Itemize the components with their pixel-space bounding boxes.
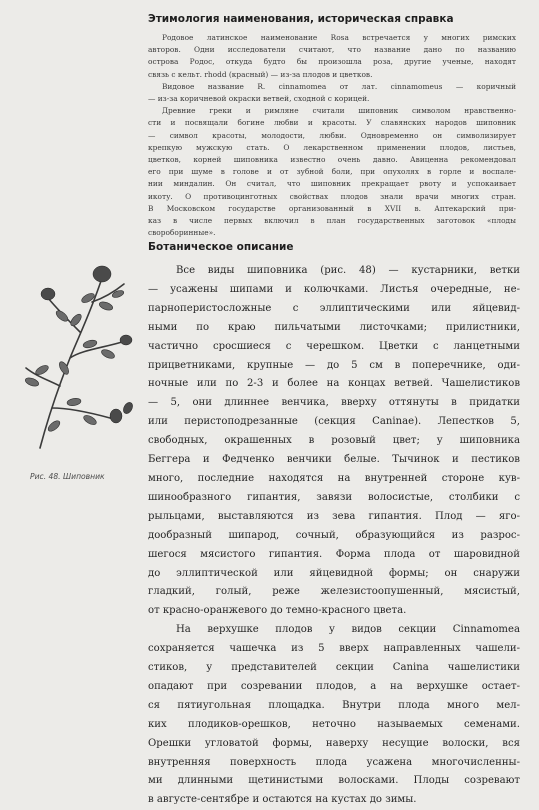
text-line: каз в числе первых включил в план государственных заготовок «плоды [148,216,516,226]
text-line: рыльцами, выставляются из зева гипантия. Плод — яго- [148,510,520,522]
etymology-text [148,32,516,239]
text-line: много, последние находятся на внутренней стороне кув- [148,472,520,484]
text-line: связь с кельт. rhodd (красный) — из-за плодов и цветков. [148,69,373,79]
text-line: свободных, окрашенных в розовый цвет; у шиповника [148,435,520,447]
text-line: ких плодиков-орешков, неточно называемых семенами. [148,718,520,730]
text-line: парноперистосложные с эллиптическими или яйцевид- [148,302,520,314]
text-line: нии миндалин. Он считал, что шиповник прекращает рвоту и успокаивает [148,179,516,189]
rose-hip-plant-illustration [18,258,140,454]
text-line: или перистоподрезанные (секция Caninae). Лепестков 5, [148,416,520,428]
text-line: стиков, у представителей секции Canina чашелистики [148,662,520,674]
text-line: Видовое название R. cinnamomea от лат. cinnamomeus — коричный [162,81,516,91]
text-line: В Московском государстве организованный в XVII в. Аптекарский при- [148,203,516,213]
text-line: Все виды шиповника (рис. 48) — кустарники, ветки [176,265,520,276]
text-line: гладкий, голый, реже железистоопушенный, мясистый, [148,586,520,598]
text-line: острова Родос, откуда будто бы произошла роза, другие ученые, находят [148,57,516,67]
figure-caption: Рис. 48. Шиповник [30,472,105,481]
text-line: Древние греки и римляне считали шиповник символом нравственно- [162,106,516,116]
text-line: его при шуме в голове и от зубной боли, при опухолях в горле и воспале- [148,167,516,177]
text-line: ми длинными щетинистыми волосками. Плоды созревают [148,775,520,787]
text-line: — из-за коричневой окраски ветвей, сходной с корицей. [148,94,370,104]
etymology-heading: Этимология наименования, историческая справка [148,13,454,25]
text-line: авторов. Одни исследователи считают, что название дано по названию [148,45,516,55]
text-line: до эллиптической или яйцевидной формы; он снаружи [148,567,520,579]
text-line: — 5, они длиннее венчика, вверху оттянуты в придатки [148,397,520,409]
text-line: в августе-сентябре и остаются на кустах до зимы. [148,794,417,806]
text-line: сти и посвящали богине любви и красоты. У славянских народов шиповник [148,118,516,128]
text-line: ночные или по 2-3 и более на концах ветвей. Чашелистиков [148,378,520,390]
text-line: цветков, корней шиповника известно очень давно. Авиценна рекомендовал [148,155,516,165]
text-line: шинообразного гипантия, завязи волосистые, столбики с [148,491,520,503]
botany-heading: Ботаническое описание [148,241,294,253]
text-line: — символ красоты, молодости, любви. Одновременно он символизирует [148,130,516,140]
text-line: Беггера и Федченко венчики белые. Тычинок и пестиков [148,454,520,466]
text-line: свороборинные». [148,228,216,238]
text-line: На верхушке плодов у видов секции Cinnamomea [176,624,520,636]
text-line: ными по краю пильчатыми листочками; прилистники, [148,321,520,333]
text-line: сохраняется чашечка из 5 вверх направленных чашели- [148,643,520,655]
text-line: опадают при созревании плодов, а на верхушке остает- [148,680,520,692]
text-line: ся пятиугольная площадка. Внутри плода много мел- [148,699,520,711]
text-line: частично сросшиеся с черешком. Цветки с ланцетными [148,340,520,352]
text-line: — усажены шипами и колючками. Листья очередные, не- [148,283,520,295]
text-line: прицветниками, крупные — до 5 см в поперечнике, оди- [148,359,520,371]
text-line: от красно-оранжевого до темно-красного цвета. [148,605,407,617]
text-line: шегося мясистого гипантия. Форма плода от шаровидной [148,548,520,560]
text-line: крепкую мужскую стать. О лекарственном применении плодов, листьев, [148,142,516,152]
text-line: Орешки угловатой формы, наверху несущие волоски, вся [148,737,520,749]
botany-text [148,262,520,810]
text-line: внутренняя поверхность плода усажена многочисленны- [148,756,520,768]
text-line: икоту. О противоцинготных свойствах плодов знали врачи многих стран. [148,191,516,201]
text-line: Родовое латинское наименование Rosa встречается у многих римских [162,33,516,42]
text-line: дообразный шипарод, сочный, образующийся из разрос- [148,529,520,541]
